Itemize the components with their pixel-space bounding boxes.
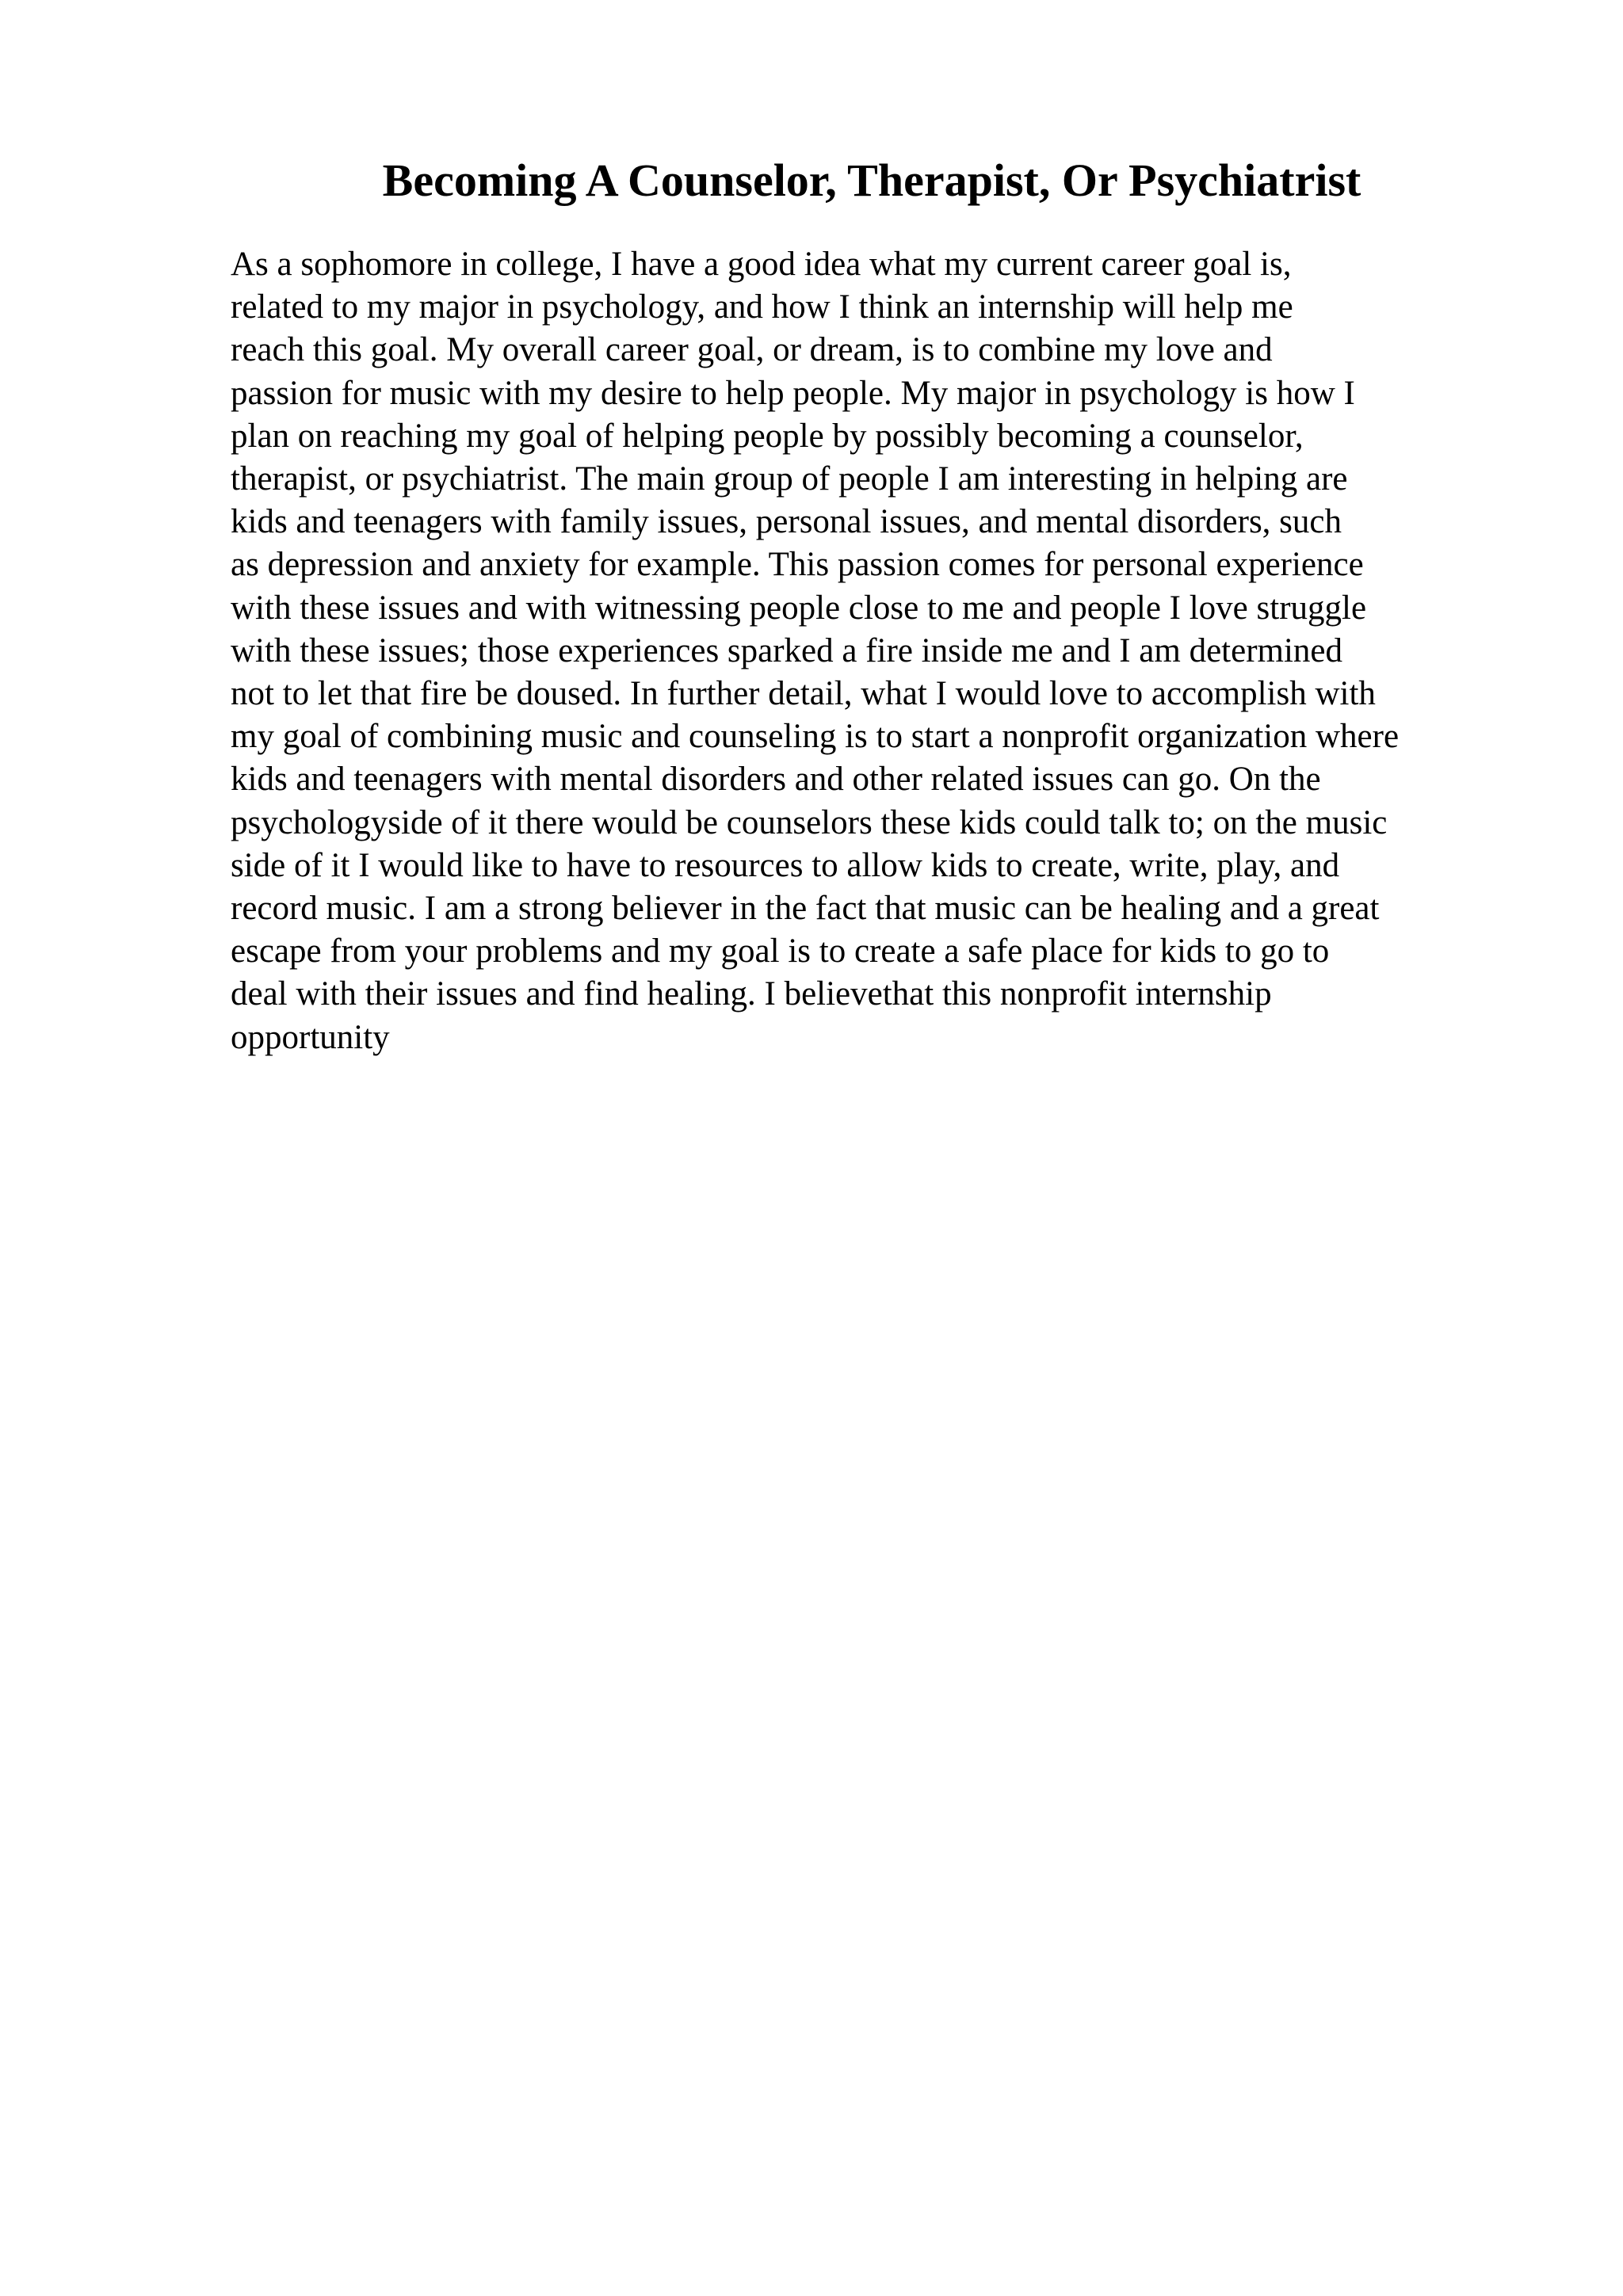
body-line: plan on reaching my goal of helping people by possibly becoming a counselor,: [231, 417, 1304, 455]
body-line: kids and teenagers with family issues, personal issues, and mental disorders, such: [231, 503, 1342, 541]
body-line: with these issues; those experiences sparked a fire inside me and I am determined: [231, 631, 1343, 669]
document-title: Becoming A Counselor, Therapist, Or Psychiatrist: [382, 154, 1361, 206]
body-line: not to let that fire be doused. In further detail, what I would love to accomplish with: [231, 675, 1376, 713]
body-line: therapist, or psychiatrist. The main group of people I am interesting in helping are: [231, 460, 1348, 498]
body-line: with these issues and with witnessing people close to me and people I love struggle: [231, 589, 1367, 627]
body-line: related to my major in psychology, and how I think an internship will help me: [231, 288, 1293, 326]
body-line: my goal of combining music and counseling is to start a nonprofit organization where: [231, 718, 1400, 756]
body-line: opportunity: [231, 1018, 390, 1056]
document-body: [231, 243, 1546, 1059]
body-line: psychologyside of it there would be counselors these kids could talk to; on the music: [231, 803, 1388, 841]
body-line: side of it I would like to have to resources to allow kids to create, write, play, and: [231, 846, 1340, 884]
body-line: as depression and anxiety for example. This passion comes for personal experience: [231, 546, 1364, 584]
body-line: escape from your problems and my goal is to create a safe place for kids to go to: [231, 933, 1330, 971]
body-line: deal with their issues and find healing. I believethat this nonprofit internship: [231, 975, 1272, 1013]
body-line: passion for music with my desire to help people. My major in psychology is how I: [231, 374, 1355, 412]
body-line: kids and teenagers with mental disorders and other related issues can go. On the: [231, 761, 1321, 799]
body-line: As a sophomore in college, I have a good idea what my current career goal is,: [231, 246, 1292, 283]
body-line: record music. I am a strong believer in the fact that music can be healing and a great: [231, 890, 1380, 928]
body-line: reach this goal. My overall career goal, or dream, is to combine my love and: [231, 331, 1273, 369]
